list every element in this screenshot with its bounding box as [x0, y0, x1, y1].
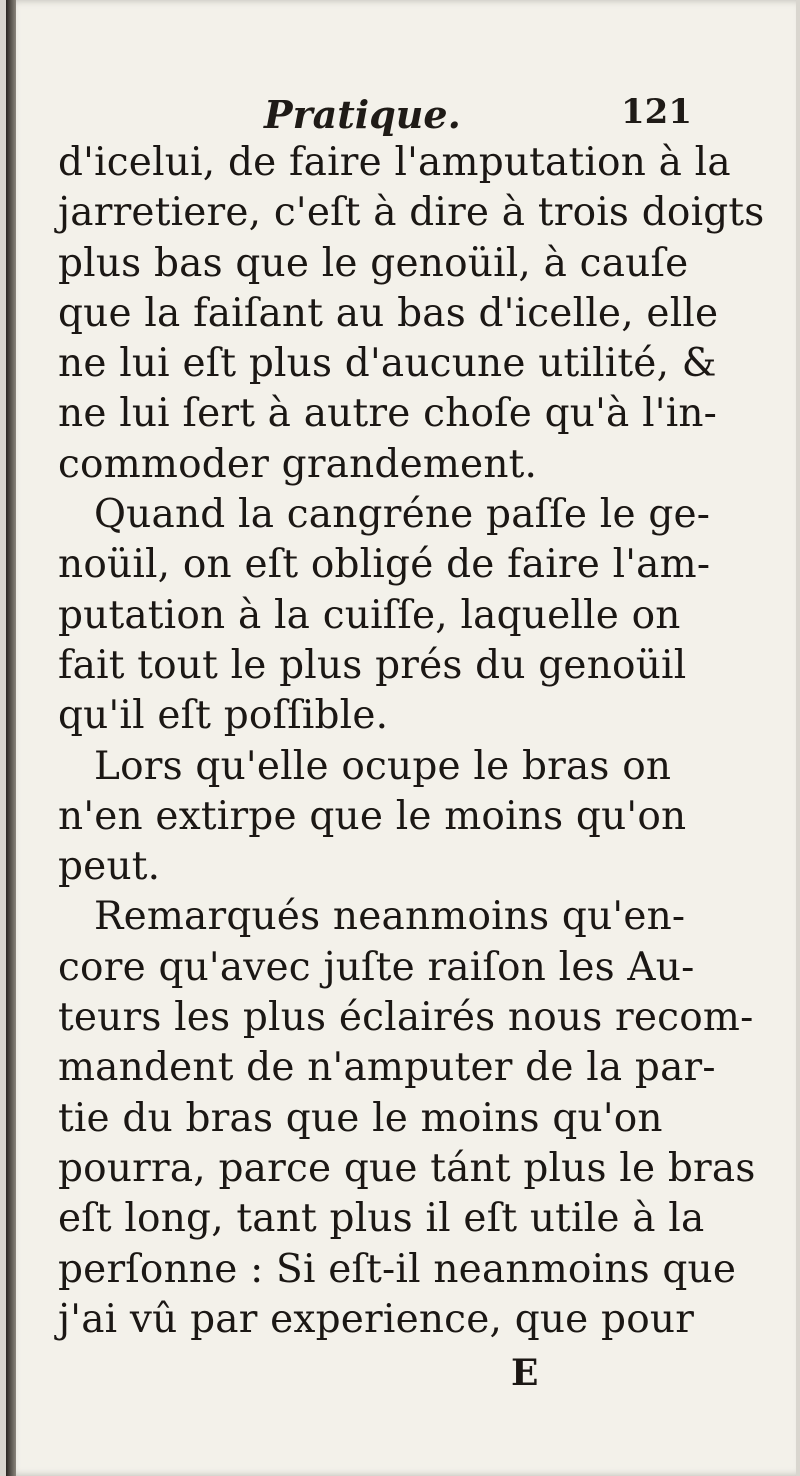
- text-line: ne lui ſert à autre choſe qu'à l'in-: [58, 391, 718, 437]
- text-line: teurs les plus éclairés nous recom-: [58, 995, 754, 1041]
- text-line: j'ai vû par experience, que pour: [58, 1296, 695, 1342]
- text-line: jarretiere, c'eſt à dire à trois doigts: [58, 190, 765, 236]
- text-line: peut.: [58, 844, 161, 890]
- text-line: tie du bras que le moins qu'on: [58, 1095, 663, 1141]
- text-line: n'en extirpe que le moins qu'on: [58, 793, 687, 839]
- signature-mark: E: [511, 1352, 539, 1394]
- page-header: [66, 92, 692, 142]
- text-line: d'icelui, de faire l'amputation à la: [58, 140, 731, 185]
- page-spine: [6, 0, 16, 1476]
- text-line: que la faiſant au bas d'icelle, elle: [58, 290, 719, 336]
- text-line: mandent de n'amputer de la par-: [58, 1045, 716, 1091]
- text-line: Quand la cangréne paſſe le ge-: [94, 492, 711, 538]
- text-line: Remarqués neanmoins qu'en-: [94, 894, 686, 940]
- text-line: pourra, parce que tánt plus le bras: [58, 1145, 756, 1191]
- text-line: core qu'avec juſte raiſon les Au-: [58, 944, 695, 990]
- text-line: noüil, on eſt obligé de faire l'am-: [58, 542, 711, 588]
- text-line: ne lui eſt plus d'aucune utilité, &: [58, 341, 717, 387]
- text-line: perſonne : Si eſt-il neanmoins que: [58, 1246, 737, 1292]
- text-line: commoder grandement.: [58, 441, 538, 487]
- page-number: 121: [621, 92, 692, 132]
- text-line: putation à la cuiſſe, laquelle on: [58, 592, 681, 638]
- book-page: [6, 0, 796, 1476]
- running-title: Pratique.: [264, 92, 461, 137]
- text-line: eſt long, tant plus il eſt utile à la: [58, 1196, 705, 1242]
- body-text: [58, 138, 765, 1345]
- text-line: fait tout le plus prés du genoüil: [58, 642, 687, 688]
- text-line: Lors qu'elle ocupe le bras on: [94, 743, 672, 789]
- text-line: plus bas que le genoüil, à cauſe: [58, 240, 689, 286]
- text-line: qu'il eſt poſſible.: [58, 693, 389, 739]
